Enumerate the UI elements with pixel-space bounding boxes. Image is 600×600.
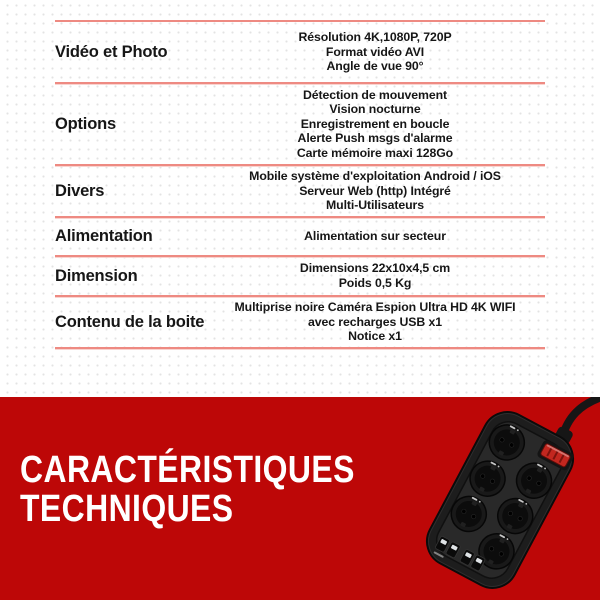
spec-table xyxy=(55,20,545,349)
spec-row-contenu-boite xyxy=(55,297,545,349)
power-strip-photo xyxy=(388,397,600,600)
spec-value-line: Résolution 4K,1080P, 720P xyxy=(298,30,452,45)
spec-row-divers xyxy=(55,166,545,218)
spec-value-line: Enregistrement en boucle xyxy=(300,116,450,131)
spec-values xyxy=(205,229,545,244)
spec-value-line: Multi-Utilisateurs xyxy=(326,198,424,213)
spec-value-line: Détection de mouvement xyxy=(302,87,448,102)
spec-value-line: Format vidéo AVI xyxy=(325,44,425,59)
spec-label: Alimentation xyxy=(55,227,153,245)
spec-value-line: Vision nocturne xyxy=(329,102,421,117)
banner-section xyxy=(0,397,600,600)
spec-label: Options xyxy=(55,114,116,133)
spec-label: Vidéo et Photo xyxy=(55,42,168,61)
spec-label: Dimension xyxy=(55,266,138,285)
spec-value-line: Mobile système d'exploitation Android / iOS xyxy=(249,169,501,184)
spec-value-line: Dimensions 22x10x4,5 cm xyxy=(299,261,451,276)
spec-values xyxy=(205,261,545,290)
spec-value-line: avec recharges USB x1 xyxy=(308,314,442,329)
spec-values xyxy=(205,300,545,344)
spec-value-line: Notice x1 xyxy=(348,329,402,344)
spec-label: Divers xyxy=(55,181,105,200)
spec-row-alimentation xyxy=(55,218,545,257)
power-strip-body xyxy=(418,397,586,597)
spec-values xyxy=(205,88,545,161)
spec-value-line: Serveur Web (http) Intégré xyxy=(299,183,451,198)
spec-value-line: Multiprise noire Caméra Espion Ultra HD 4K WIFI xyxy=(234,300,516,315)
spec-value-line: Carte mémoire maxi 128Go xyxy=(296,145,454,160)
spec-values xyxy=(205,30,545,74)
spec-row-video-photo xyxy=(55,22,545,84)
spec-value-line: Angle de vue 90° xyxy=(326,59,424,74)
spec-label: Contenu de la boite xyxy=(55,312,205,331)
banner-title xyxy=(20,451,355,528)
spec-value-line: Alimentation sur secteur xyxy=(304,229,446,244)
spec-values xyxy=(205,169,545,213)
spec-row-dimension xyxy=(55,257,545,297)
spec-value-line: Alerte Push msgs d'alarme xyxy=(297,131,453,146)
spec-value-line: Poids 0,5 Kg xyxy=(338,276,412,290)
banner-title-line1: CARACTÉRISTIQUES xyxy=(20,449,355,491)
banner-title-line2: TECHNIQUES xyxy=(20,487,234,530)
spec-row-options xyxy=(55,84,545,166)
